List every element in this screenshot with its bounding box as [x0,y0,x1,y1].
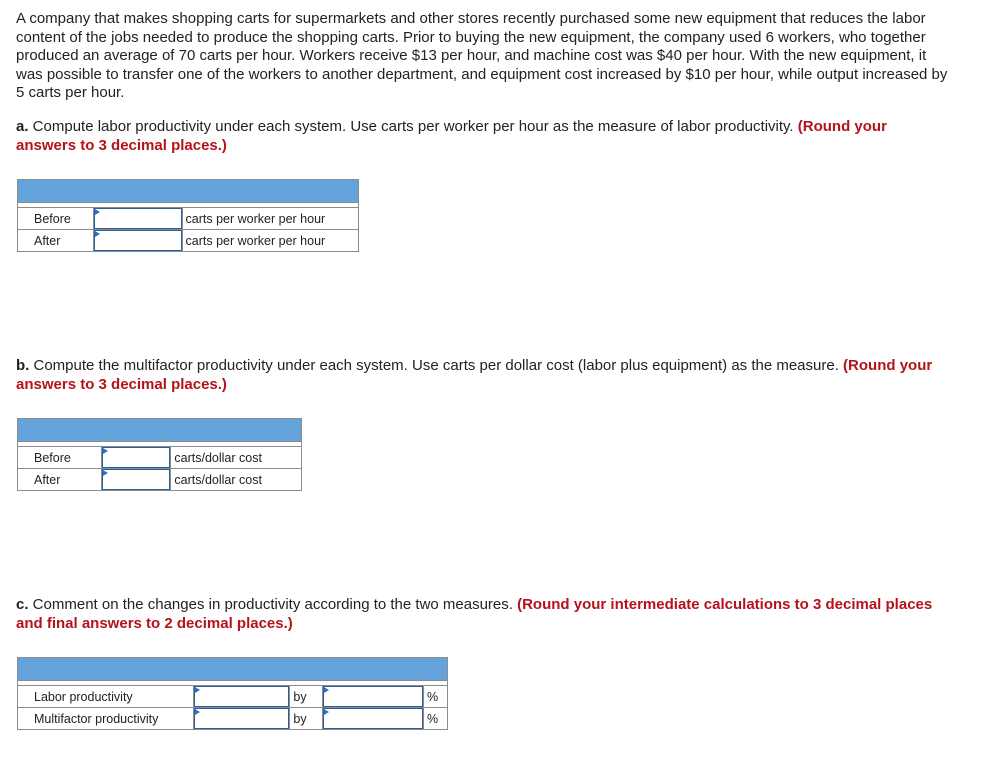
percent-label: % [424,708,448,730]
answer-table-b [17,418,302,491]
question-a [16,118,951,155]
row-label-multifactor-productivity: Multifactor productivity [18,708,194,730]
question-c [16,596,951,633]
input-marker-icon [195,687,200,693]
multifactor-productivity-after-input[interactable] [102,469,171,490]
input-marker-icon [103,448,108,454]
question-c-label: c. [16,596,29,613]
labor-productivity-change-percent-input[interactable] [323,686,423,707]
table-row [18,469,302,491]
table-row [18,686,448,708]
table-header [18,180,359,203]
question-c-rounding-note: (Round your intermediate calculations to 3 decimal places and final answers to 2 decimal places.) [16,596,933,632]
row-label-after: After [18,230,94,252]
labor-productivity-after-input[interactable] [94,230,182,251]
answer-table-c [17,657,448,730]
row-label-after: After [18,469,102,491]
question-b-label: b. [16,357,30,374]
labor-productivity-change-direction-input[interactable] [194,686,290,707]
problem-statement: A company that makes shopping carts for supermarkets and other stores recently purchased some new equipment that reduces the labor content of the jobs needed to produce the shopping carts. Prior to buying the new equipment, the company used 6 workers, who together produced an average of 70 carts per hour. Workers receive $13 per hour, and machine cost was $40 per hour. With the new equipment, it was possible to transfer one of the workers to another department, and equipment cost increased by $10 per hour, while output increased by 5 carts per hour. [16,10,948,101]
row-label-before: Before [18,447,102,469]
question-c-text: Comment on the changes in productivity according to the two measures. [28,596,518,613]
question-a-text: Compute labor productivity under each system. Use carts per worker per hour as the measure of labor productivity. [28,118,798,135]
question-b-rounding-note: (Round your answers to 3 decimal places.) [16,357,933,393]
unit-label: carts per worker per hour [182,208,358,230]
multifactor-productivity-before-input[interactable] [102,447,171,468]
input-marker-icon [195,709,200,715]
row-label-before: Before [18,208,94,230]
table-row [18,447,302,469]
multifactor-productivity-change-direction-input[interactable] [194,708,290,729]
input-marker-icon [103,470,108,476]
input-marker-icon [324,687,329,693]
connector-label: by [290,686,323,708]
table-row [18,230,359,252]
question-b [16,357,951,394]
input-marker-icon [324,709,329,715]
question-a-label: a. [16,118,29,135]
multifactor-productivity-change-percent-input[interactable] [323,708,423,729]
table-row [18,708,448,730]
percent-label: % [424,686,448,708]
input-marker-icon [95,209,100,215]
table-header [18,419,302,442]
row-label-labor-productivity: Labor productivity [18,686,194,708]
connector-label: by [290,708,323,730]
labor-productivity-before-input[interactable] [94,208,182,229]
answer-table-a [17,179,359,252]
input-marker-icon [95,231,100,237]
table-header [18,658,448,681]
unit-label: carts/dollar cost [171,469,302,491]
unit-label: carts/dollar cost [171,447,302,469]
question-a-rounding-note: (Round your answers to 3 decimal places.) [16,118,887,154]
unit-label: carts per worker per hour [182,230,358,252]
question-b-text: Compute the multifactor productivity under each system. Use carts per dollar cost (labor plus equipment) as the measure. [29,357,844,374]
table-row [18,208,359,230]
